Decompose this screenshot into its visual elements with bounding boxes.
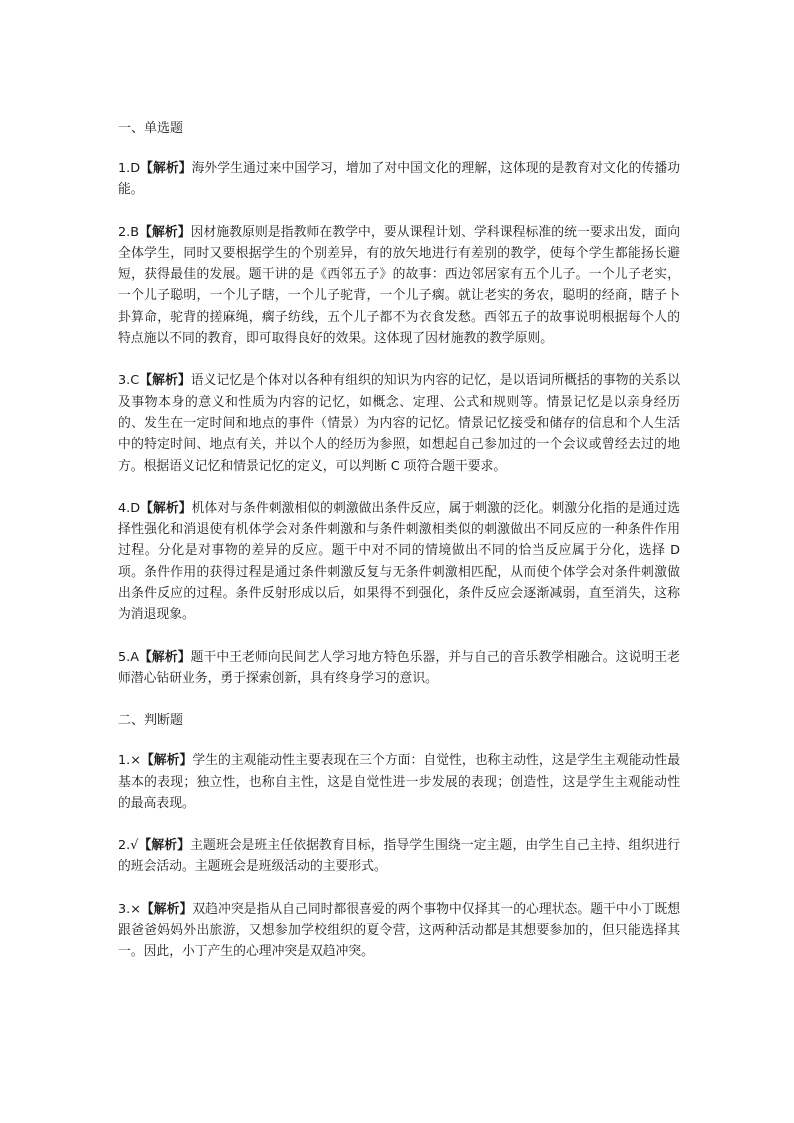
answer-item — [118, 158, 680, 201]
answer-key: 4.D — [118, 500, 141, 516]
analysis-text: 题干中王老师向民间艺人学习地方特色乐器，并与自己的音乐教学相融合。这说明王老师潜心钻研业务，勇于探索创新，具有终身学习的意识。 — [118, 649, 681, 686]
section-single-choice — [118, 118, 680, 689]
analysis-text: 海外学生通过来中国学习，增加了对中国文化的理解，这体现的是教育对文化的传播功能。 — [118, 161, 681, 198]
answer-key: 3.× — [118, 901, 141, 917]
answer-item — [118, 647, 680, 690]
answer-key: 2.B — [118, 224, 139, 240]
analysis-text: 机体对与条件刺激相似的刺激做出条件反应，属于刺激的泛化。刺激分化指的是通过选择性强化和消退使有机体学会对条件刺激和与条件刺激相类似的刺激做出不同反应的一种条件作用过程。分化是对事物的差异的反应。题干中对不同的情境做出不同的恰当反应属于分化，选择 D 项。条件作用的获得过程是通过条件刺激反复与无条件刺激相匹配，从而使个体学会对条件刺激做出条件反应的过程。条件反射形成以后，如果得不到强化，条件反应会逐渐减弱，直至消失，这称为消退现象。 — [118, 500, 681, 623]
answer-key: 1.× — [118, 753, 141, 769]
analysis-tag: 【解析】 — [140, 901, 193, 917]
answer-item — [118, 370, 680, 476]
analysis-tag: 【解析】 — [138, 649, 191, 665]
answer-item — [118, 835, 680, 878]
answer-item — [118, 222, 680, 350]
answer-key: 5.A — [118, 649, 139, 665]
analysis-text: 语义记忆是个体对以各种有组织的知识为内容的记忆，是以语词所概括的事物的关系以及事物本身的意义和性质为内容的记忆，如概念、定理、公式和规则等。情景记忆是以亲身经历的、发生在一定时间和地点的事件（情景）为内容的记忆。情景记忆接受和储存的信息和个人生活中的特定时间、地点有关，并以个人的经历为参照，如想起自己参加过的一个会议或曾经去过的地方。根据语义记忆和情景记忆的定义，可以判断 C 项符合题干要求。 — [118, 373, 681, 474]
section-title: 一、单选题 — [118, 121, 184, 136]
analysis-tag: 【解析】 — [140, 500, 192, 516]
section-true-false — [118, 710, 680, 962]
answer-key: 2.√ — [118, 838, 139, 854]
answer-item — [118, 498, 680, 626]
analysis-text: 主题班会是班主任依据教育目标，指导学生围绕一定主题，由学生自己主持、组织进行的班会活动。主题班会是班级活动的主要形式。 — [118, 838, 681, 875]
answer-key: 1.D — [118, 161, 141, 176]
answer-key: 3.C — [118, 373, 140, 389]
analysis-text: 因材施教原则是指教师在教学中，要从课程计划、学科课程标准的统一要求出发，面向全体学生，同时又要根据学生的个别差异，有的放矢地进行有差别的教学，使每个学生都能扬长避短，获得最佳的发展。题干讲的是《西邻五子》的故事：西边邻居家有五个儿子。一个儿子老实，一个儿子聪明，一个儿子瞎，一个儿子驼背，一个儿子瘸。就让老实的务农，聪明的经商，瞎子卜卦算命，驼背的搓麻绳，瘸子纺线，五个儿子都不为衣食发愁。西邻五子的故事说明根据每个人的特点施以不同的教育，即可取得良好的效果。这体现了因材施教的教学原则。 — [118, 224, 681, 347]
analysis-tag: 【解析】 — [139, 373, 191, 389]
answer-item — [118, 750, 680, 814]
analysis-tag: 【解析】 — [140, 161, 192, 176]
analysis-tag: 【解析】 — [138, 838, 191, 854]
analysis-text: 双趋冲突是指从自己同时都很喜爱的两个事物中仅择其一的心理状态。题干中小丁既想跟爸爸妈妈外出旅游，又想参加学校组织的夏令营，这两种活动都是其想要参加的，但只能选择其一。因此，小丁产生的心理冲突是双趋冲突。 — [118, 901, 681, 960]
section-title: 二、判断题 — [118, 713, 184, 729]
analysis-text: 学生的主观能动性主要表现在三个方面：自觉性，也称主动性，这是学生主观能动性最基本的表现；独立性，也称自主性，这是自觉性进一步发展的表现；创造性，这是学生主观能动性的最高表现。 — [118, 753, 681, 811]
answer-item — [118, 899, 680, 963]
analysis-tag: 【解析】 — [139, 224, 191, 240]
analysis-tag: 【解析】 — [140, 753, 193, 769]
answer-document — [118, 118, 680, 984]
